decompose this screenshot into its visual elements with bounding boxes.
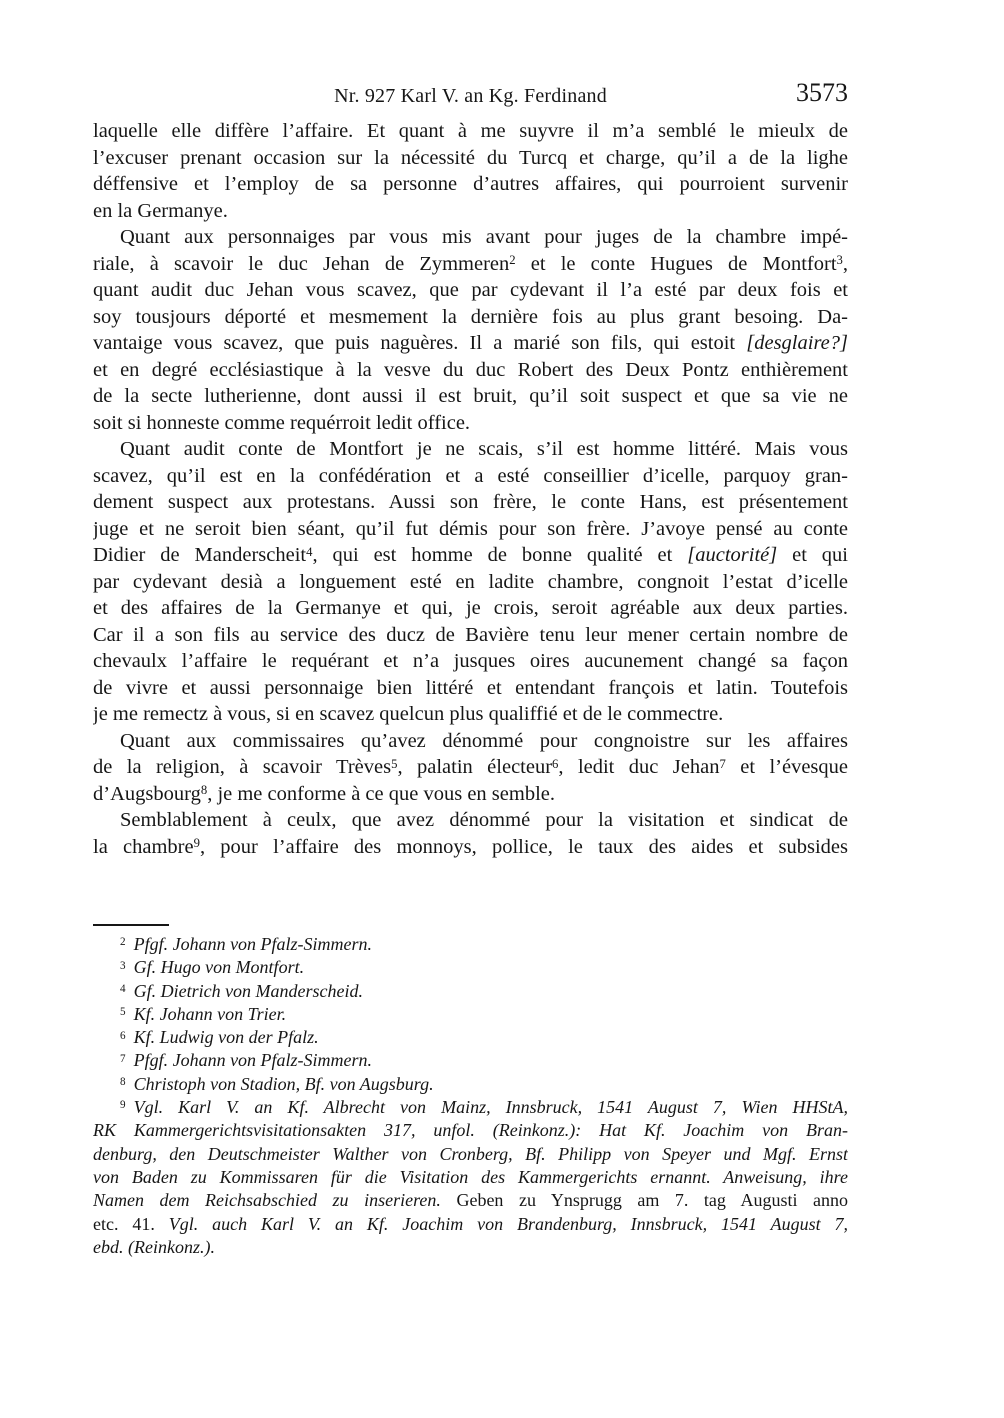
footnote-marker: 4: [306, 544, 313, 559]
text-run: de la religion, à scavoir Trèves: [93, 756, 392, 778]
paragraph: [93, 224, 848, 436]
text-run: , qui est homme de bonne qualité et: [312, 544, 688, 566]
text-run: l’excuser prenant occasion sur la nécessité du Turcq et charge, qu’il a de la lighe: [93, 146, 848, 169]
header-title: Nr. 927 Karl V. an Kg. Ferdinand: [334, 85, 607, 107]
text-line: [93, 357, 848, 384]
text-run: , je me conforme à ce que vous en semble.: [207, 782, 555, 805]
text-run: la chambre: [93, 835, 194, 858]
italic-text: ebd. (Reinkonz.).: [93, 1236, 215, 1257]
page-number: 3573: [796, 78, 848, 107]
text-run: soit si honneste comme requérroit ledit office.: [93, 411, 471, 434]
text-line: [93, 330, 848, 357]
footnote-marker: 7: [120, 1052, 126, 1065]
text-run: en la Germanye.: [93, 199, 228, 222]
text-line: [93, 754, 848, 781]
footnote-marker: 9: [120, 1099, 126, 1112]
text-run: chevaulx l’affaire le requérant et n’a jusques oires aucunement changé sa façon: [93, 650, 848, 672]
footnote-line: [93, 1049, 848, 1072]
text-line: [93, 145, 848, 172]
paragraph: [93, 728, 848, 808]
text-run: soy tousjours déporté et mesmement la dernière fois au plus grant besoing. Da-: [93, 305, 848, 328]
text-run: riale, à scavoir le duc Jehan de Zymmeren: [93, 252, 510, 275]
footnote-marker: 6: [552, 756, 559, 771]
footnotes-section: [93, 933, 848, 1259]
footnote-marker: 8: [200, 783, 208, 798]
text-line: [93, 436, 848, 463]
footnote-marker: 2: [120, 936, 126, 949]
text-line: [93, 542, 848, 569]
footnote-item: [93, 980, 848, 1003]
text-line: [93, 171, 848, 198]
italic-text: Kf. Johann von Trier.: [133, 1003, 287, 1024]
italic-text: Gf. Hugo von Montfort.: [133, 957, 305, 978]
text-run: , palatin électeur: [397, 756, 553, 778]
footnote-line: [93, 1073, 848, 1096]
text-run: et le conte Hugues de Montfort: [515, 252, 837, 275]
text-line: [93, 198, 848, 225]
text-run: vantaige vous scavez, que puis naguères. Il a marié son fils, qui estoit: [93, 332, 747, 354]
letter-body: [93, 118, 848, 860]
footnote-line: [93, 1143, 848, 1166]
text-line: [93, 118, 848, 145]
italic-text: denburg, den Deutschmeister Walther von Cronberg, Bf. Philipp von Speyer und Mgf. Ernst: [93, 1143, 848, 1164]
footnote-line: [93, 1189, 848, 1212]
text-line: [93, 781, 848, 808]
paragraph: [93, 118, 848, 224]
footnote-item: [93, 1049, 848, 1072]
text-run: ,: [842, 252, 848, 275]
italic-text: Pfgf. Johann von Pfalz-Simmern.: [133, 1050, 373, 1071]
text-run: laquelle elle diffère l’affaire. Et quant à me suyvre il m’a semblé le mieulx de: [93, 120, 848, 142]
footnote-line: [93, 1096, 848, 1119]
text-line: [93, 489, 848, 516]
italic-text: Vgl. auch Karl V. an Kf. Joachim von Brandenburg, Innsbruck, 1541 August 7,: [168, 1213, 848, 1234]
text-line: [93, 728, 848, 755]
italic-text: [auctorité]: [687, 544, 778, 566]
italic-text: Namen dem Reichsabschied zu inserieren.: [93, 1190, 441, 1211]
footnote-marker: 4: [120, 982, 126, 995]
footnote-divider: [93, 924, 169, 926]
text-line: [93, 569, 848, 596]
footnote-item: [93, 1073, 848, 1096]
footnote-line: [93, 1026, 848, 1049]
footnote-item: [93, 933, 848, 956]
paragraph: [93, 436, 848, 728]
footnote-line: [93, 933, 848, 956]
text-run: déffensive et l’employ de sa personne d’autres affaires, qui pourroient survenir: [93, 173, 848, 195]
footnote-marker: 2: [509, 253, 516, 268]
text-run: dement suspect aux protestans. Aussi son frère, le conte Hans, est présentement: [93, 491, 848, 513]
footnote-line: [93, 1003, 848, 1026]
footnote-item: [93, 1003, 848, 1026]
text-run: de la secte lutherienne, dont aussi il est bruit, qu’il soit suspect et que sa vie ne: [93, 385, 848, 407]
text-run: Geben zu Ynsprugg am 7. tag Augusti anno: [440, 1190, 848, 1211]
text-line: [93, 516, 848, 543]
text-line: [93, 463, 848, 490]
italic-text: Gf. Dietrich von Manderscheid.: [133, 980, 364, 1001]
text-line: [93, 675, 848, 702]
text-line: [93, 701, 848, 728]
footnote-marker: 6: [120, 1029, 126, 1042]
text-line: [93, 648, 848, 675]
footnote-marker: 9: [193, 836, 200, 851]
running-header: [93, 78, 848, 113]
italic-text: Kf. Ludwig von der Pfalz.: [133, 1027, 319, 1048]
text-run: et des affaires de la Germanye et qui, je crois, seroit agréable aux deux parties.: [93, 597, 848, 619]
footnote-line: [93, 1213, 848, 1236]
text-run: et en degré ecclésiastique à la vesve du duc Robert des Deux Pontz enthièrement: [93, 358, 848, 381]
text-line: [93, 224, 848, 251]
text-run: Car il a son fils au service des ducz de Bavière tenu leur mener certain nombre de: [93, 623, 848, 646]
footnote-line: [93, 1119, 848, 1142]
text-run: etc. 41.: [93, 1213, 169, 1234]
text-run: , pour l’affaire des monnoys, pollice, le taux des aides et subsides: [199, 835, 848, 858]
text-run: Quant aux commissaires qu’avez dénommé pour congnoistre sur les affaires: [120, 729, 848, 752]
italic-text: RK Kammergerichtsvisitationsakten 317, unfol. (Reinkonz.): Hat Kf. Joachim von Bran-: [93, 1120, 848, 1141]
footnote-line: [93, 956, 848, 979]
footnote-line: [93, 980, 848, 1003]
text-line: [93, 277, 848, 304]
footnote-line: [93, 1166, 848, 1189]
text-line: [93, 834, 848, 861]
footnote-marker: 7: [719, 756, 726, 771]
text-run: et l’évesque: [725, 756, 848, 778]
text-run: je me remectz à vous, si en scavez quelcun plus qualiffié et de le commectre.: [93, 703, 724, 725]
text-line: [93, 595, 848, 622]
footnote-line: [93, 1236, 848, 1259]
text-run: juge et ne seroit bien séant, qu’il fut démis pour son frère. J’avoye pensé au conte: [93, 517, 848, 540]
text-line: [93, 251, 848, 278]
text-run: scavez, qu’il est en la confédération et a esté conseillier d’icelle, parquoy gran-: [93, 464, 848, 487]
footnote-marker: 3: [120, 959, 126, 972]
text-run: Didier de Manderscheit: [93, 544, 307, 566]
text-line: [93, 304, 848, 331]
text-line: [93, 410, 848, 437]
text-run: quant audit duc Jehan vous scavez, que par cydevant il l’a esté par deux fois et: [93, 279, 848, 301]
text-run: Quant audit conte de Montfort je ne scais, s’il est homme littéré. Mais vous: [120, 438, 848, 460]
text-line: [93, 383, 848, 410]
footnote-marker: 5: [391, 756, 398, 771]
footnote-marker: 5: [120, 1006, 126, 1019]
italic-text: [desglaire?]: [746, 332, 848, 354]
footnote-item: [93, 1096, 848, 1259]
text-run: par cydevant desià a longuement esté en ladite chambre, congnoit l’estat d’icelle: [93, 570, 848, 593]
text-run: , ledit duc Jehan: [558, 756, 720, 778]
text-line: [93, 622, 848, 649]
text-run: d’Augsbourg: [93, 782, 201, 805]
text-run: et qui: [777, 544, 848, 566]
text-run: Semblablement à ceulx, que avez dénommé pour la visitation et sindicat de: [120, 809, 848, 831]
text-run: de vivre et aussi personnaige bien littéré et entendant françois et latin. Toutefois: [93, 676, 848, 699]
text-line: [93, 807, 848, 834]
footnote-marker: 3: [836, 253, 843, 268]
paragraph: [93, 807, 848, 860]
footnote-item: [93, 1026, 848, 1049]
italic-text: Vgl. Karl V. an Kf. Albrecht von Mainz, Innsbruck, 1541 August 7, Wien HHStA,: [133, 1097, 848, 1118]
footnote-item: [93, 956, 848, 979]
footnote-marker: 8: [120, 1076, 126, 1089]
italic-text: Christoph von Stadion, Bf. von Augsburg.: [133, 1073, 434, 1094]
italic-text: von Baden zu Kommissaren für die Visitation des Kammergerichts ernannt. Anweisung, ihre: [93, 1166, 848, 1187]
italic-text: Pfgf. Johann von Pfalz-Simmern.: [133, 934, 373, 954]
text-run: Quant aux personnaiges par vous mis avant pour juges de la chambre impé-: [120, 226, 848, 248]
